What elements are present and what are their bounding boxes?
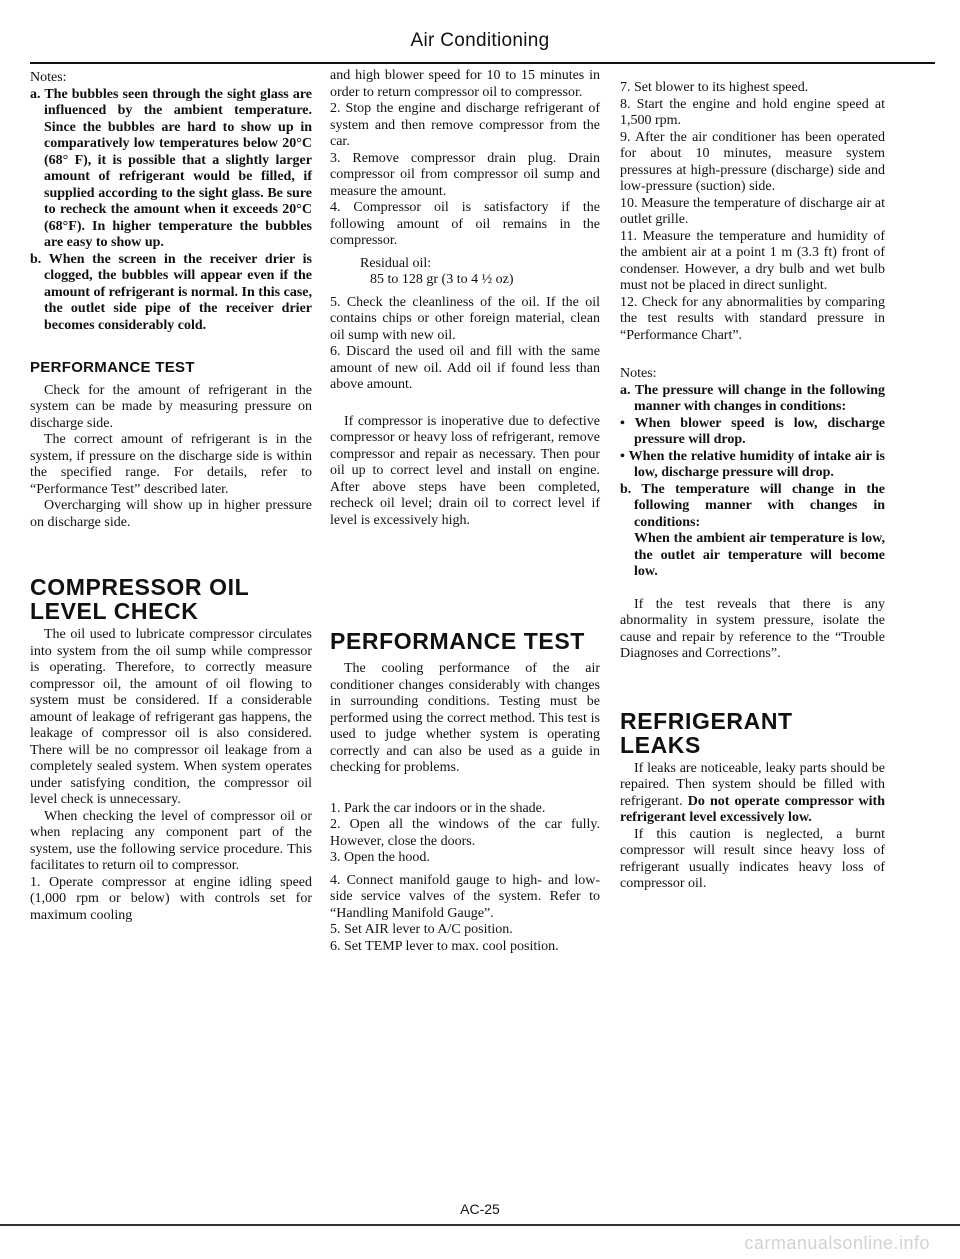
perf-step-10: 10. Measure the temperature of discharge air at outlet grille. [620,195,885,227]
compressor-oil-heading-line2: LEVEL CHECK [30,598,199,624]
page-title: Air Conditioning [410,30,550,51]
perf-step-3: 3. Open the hood. [330,850,430,865]
residual-oil-spec [330,256,600,289]
perf-step-4: 4. Connect manifold gauge to high- and low-side service valves of the system. Refer to “Handling Manifold Gauge”. [330,872,600,921]
perf-step-12: 12. Check for any abnormalities by comparing the test results with standard pressure in “Performance Chart”. [620,294,885,343]
compressor-oil-heading [30,575,312,623]
oil-paragraph-2: When checking the level of compressor oil or when replacing any component part of the system, use the following service procedure. This facilitates to return oil to compressor. [30,808,312,873]
refrigerant-leaks-heading-line2: LEAKS [620,731,701,758]
perf-step-9: 9. After the air conditioner has been operated for about 10 minutes, measure system pressures at high-pressure (discharge) side and low-pressure (suction) side. [620,129,885,194]
oil-step-4: 4. Compressor oil is satisfactory if the following amount of oil remains in the compressor. [330,200,600,248]
watermark: carmanualsonline.info [744,1233,930,1253]
footer-rule [0,1224,960,1226]
performance-paragraph-3: Overcharging will show up in higher pressure on discharge side. [30,498,312,530]
note-b-right: b. The temperature will change in the following manner with changes in conditions: [620,481,885,530]
performance-paragraph-1: Check for the amount of refrigerant in the system can be made by measuring pressure on discharge side. [30,382,312,431]
leaks-paragraph-1-text: If leaks are noticeable, leaky parts should be repaired. Then system should be filled with refrigerant. [620,760,885,809]
oil-step-5: 5. Check the cleanliness of the oil. If the oil contains chips or other foreign material, clean oil sump with new oil. [330,294,600,343]
refrigerant-leaks-heading [620,709,885,757]
perf-step-11: 11. Measure the temperature and humidity of the ambient air at a point 1 m (3.3 ft) front of condenser. However, a dry bulb and wet bulb must not be placed in direct sunlight. [620,228,885,293]
perf-step-5: 5. Set AIR lever to A/C position. [330,922,513,937]
compressor-oil-heading-line1: COMPRESSOR OIL [30,574,250,600]
oil-step-6: 6. Discard the used oil and fill with the same amount of new oil. Add oil if found less than above amount. [330,344,600,392]
oil-step-1-continued: and high blower speed for 10 to 15 minutes in order to return compressor oil to compressor. [330,68,600,100]
perf-step-1: 1. Park the car indoors or in the shade. [330,800,546,816]
notes-label-right: Notes: [620,366,657,381]
column-left [30,70,312,924]
page-number: AC-25 [460,1201,500,1217]
residual-oil-label: Residual oil: [360,255,432,271]
performance-test-heading-large: PERFORMANCE TEST [330,628,585,654]
oil-step-3: 3. Remove compressor drain plug. Drain compressor oil from compressor oil sump and measure the amount. [330,150,600,199]
leaks-paragraph-2: If this caution is neglected, a burnt compressor will result since heavy loss of refrigerant usually indicates heavy loss of compressor oil. [620,826,885,891]
note-b-detail: When the ambient air temperature is low, the outlet air temperature will become low. [634,531,885,579]
leaks-warning: Do not operate compressor with refrigerant level excessively low. [620,793,885,825]
inoperative-paragraph: If compressor is inoperative due to defective compressor or heavy loss of refrigerant, remove compressor and repair as necessary. Then pour oil up to correct level and install on engine. After above steps have been completed, recheck oil level; drain oil to correct level if level is excessively high. [330,413,600,528]
perf-step-7: 7. Set blower to its highest speed. [620,80,809,95]
note-a: a. The bubbles seen through the sight glass are influenced by the ambient temperature. Since the bubbles are hard to show up in comparatively low temperatures below 20°C (68° F), it is possible that a slightly larger amount of refrigerant would be filled, if supplied according to the sight glass. Be sure to recheck the amount when it exceeds 20°C (68°F). In higher temperature the bubbles are easy to show up. [30,86,312,250]
oil-paragraph-1: The oil used to lubricate compressor circulates into system from the oil sump while compressor is operating. Therefore, to correctly measure compressor oil, the amount of oil flowing to system must be considered. If a considerable amount of leakage of refrigerant gas happens, the leakage of compressor oil is also considered. There will be no compressor oil leakage from a completely sealed system. When system operates under satisfying condition, the compressor oil level check is unnecessary. [30,627,312,807]
oil-step-1: 1. Operate compressor at engine idling speed (1,000 rpm or below) with controls set for maximum cooling [30,874,312,923]
notes-label: Notes: [30,70,67,85]
column-right [620,80,885,893]
bullet-humidity: • When the relative humidity of intake air is low, discharge pressure will drop. [620,448,885,480]
leaks-paragraph-1 [620,761,885,827]
performance-test-heading: PERFORMANCE TEST [30,359,195,376]
oil-step-2: 2. Stop the engine and discharge refrigerant of system and then remove compressor from the car. [330,101,600,149]
note-a-right: a. The pressure will change in the following manner with changes in conditions: [620,382,885,414]
perf-step-2: 2. Open all the windows of the car fully. However, close the doors. [330,817,600,849]
performance-paragraph-2: The correct amount of refrigerant is in the system, if pressure on the discharge side is within the specified range. For details, refer to “Performance Test” described later. [30,432,312,497]
perf-step-8: 8. Start the engine and hold engine speed at 1,500 rpm. [620,96,885,128]
performance-intro: The cooling performance of the air conditioner changes considerably with changes in surrounding conditions. Testing must be performed using the correct method. This test is used to judge whether system is operating correctly and can also be used as a guide in checking for problems. [330,661,600,775]
perf-step-6: 6. Set TEMP lever to max. cool position. [330,938,559,954]
header-rule [30,62,935,64]
refrigerant-leaks-heading-line1: REFRIGERANT [620,707,793,734]
residual-oil-value: 85 to 128 gr (3 to 4 ½ oz) [370,272,514,287]
bullet-blower: • When blower speed is low, discharge pressure will drop. [620,415,885,447]
abnormality-paragraph: If the test reveals that there is any abnormality in system pressure, isolate the cause and repair by reference to the “Trouble Diagnoses and Corrections”. [620,596,885,661]
note-b: b. When the screen in the receiver drier is clogged, the bubbles will appear even if the amount of refrigerant is normal. In this case, the outlet side pipe of the receiver drier becomes considerably cold. [30,251,312,333]
column-middle [330,68,600,955]
